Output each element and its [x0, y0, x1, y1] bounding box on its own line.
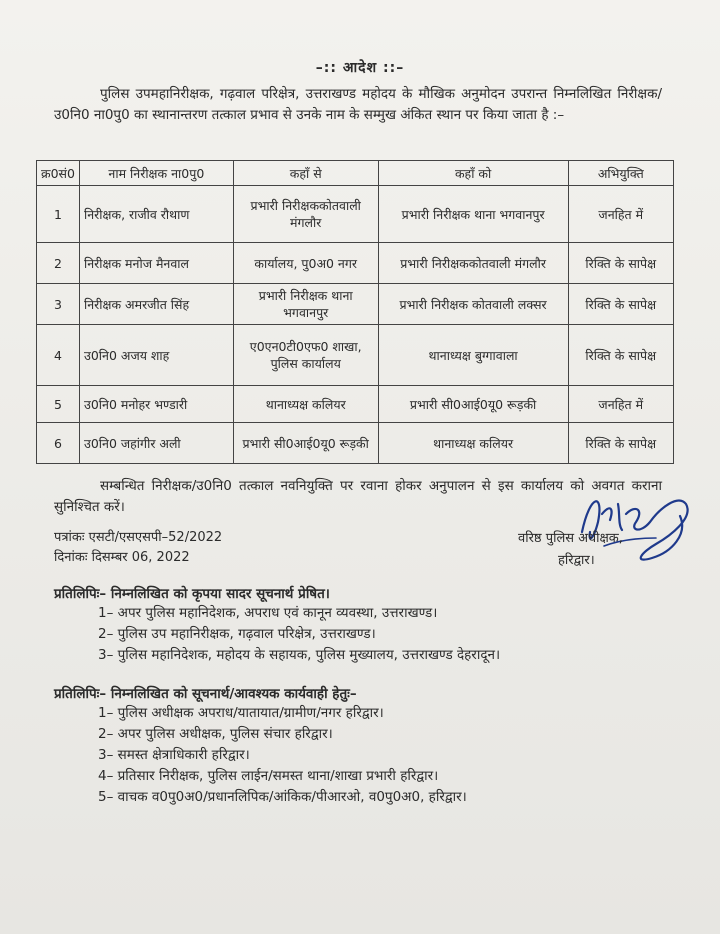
- cell-name: निरीक्षक अमरजीत सिंह: [79, 284, 233, 325]
- copy-list-1: [98, 603, 500, 666]
- table-row: [37, 186, 674, 243]
- table-row: [37, 325, 674, 386]
- cell-remark: रिक्ति के सापेक्ष: [568, 243, 673, 284]
- cell-from: प्रभारी सी0आई0यू0 रूड़की: [233, 423, 378, 464]
- reference-number: पत्रांकः एसटी/एसएसपी–52/2022: [54, 530, 223, 545]
- cell-from: थानाध्यक्ष कलियर: [233, 386, 378, 423]
- cell-remark: जनहित में: [568, 386, 673, 423]
- header-name: नाम निरीक्षक ना0पु0: [79, 161, 233, 186]
- cell-remark: रिक्ति के सापेक्ष: [568, 423, 673, 464]
- cell-serial: 3: [37, 284, 80, 325]
- cell-to: प्रभारी सी0आई0यू0 रूड़की: [378, 386, 568, 423]
- cell-to: थानाध्यक्ष बुग्गावाला: [378, 325, 568, 386]
- table-header-row: [37, 161, 674, 186]
- cell-remark: रिक्ति के सापेक्ष: [568, 284, 673, 325]
- cell-to: प्रभारी निरीक्षक थाना भगवानपुर: [378, 186, 568, 243]
- transfer-table: [36, 160, 674, 464]
- list-item: 1– पुलिस अधीक्षक अपराध/यातायात/ग्रामीण/नगर हरिद्वार।: [98, 705, 384, 721]
- header-to: कहाँ को: [378, 161, 568, 186]
- cell-name: उ0नि0 अजय शाह: [79, 325, 233, 386]
- reference-block: [54, 528, 222, 568]
- header-remark: अभियुक्ति: [568, 161, 673, 186]
- cell-name: निरीक्षक, राजीव रौथाण: [79, 186, 233, 243]
- table-row: [37, 423, 674, 464]
- cell-to: प्रभारी निरीक्षक कोतवाली लक्सर: [378, 284, 568, 325]
- list-item: 1– अपर पुलिस महानिदेशक, अपराध एवं कानून व्यवस्था, उत्तराखण्ड।: [98, 605, 438, 621]
- signatory-block: [518, 528, 623, 572]
- list-item: 3– समस्त क्षेत्राधिकारी हरिद्वार।: [98, 747, 250, 763]
- cell-name: उ0नि0 मनोहर भण्डारी: [79, 386, 233, 423]
- cell-remark: जनहित में: [568, 186, 673, 243]
- cell-from: प्रभारी निरीक्षककोतवाली मंगलौर: [233, 186, 378, 243]
- list-item: 2– अपर पुलिस अधीक्षक, पुलिस संचार हरिद्वार।: [98, 726, 333, 742]
- cell-from: कार्यालय, पु0अ0 नगर: [233, 243, 378, 284]
- header-from: कहाँ से: [233, 161, 378, 186]
- signatory-designation: वरिष्ठ पुलिस अधीक्षक,: [518, 531, 623, 546]
- cell-from: ए0एन0टी0एफ0 शाखा, पुलिस कार्यालय: [233, 325, 378, 386]
- cell-serial: 6: [37, 423, 80, 464]
- signatory-place: हरिद्वार।: [558, 553, 595, 568]
- cell-remark: रिक्ति के सापेक्ष: [568, 325, 673, 386]
- list-item: 3– पुलिस महानिदेशक, महोदय के सहायक, पुलिस मुख्यालय, उत्तराखण्ड देहरादून।: [98, 647, 501, 663]
- cell-name: उ0नि0 जहांगीर अली: [79, 423, 233, 464]
- copy-list-2: [98, 703, 467, 808]
- copy-heading-2: प्रतिलिपिः– निम्नलिखित को सूचनार्थ/आवश्यक कार्यवाही हेतुः–: [54, 686, 357, 702]
- list-item: 2– पुलिस उप महानिरीक्षक, गढ़वाल परिक्षेत्र, उत्तराखण्ड।: [98, 626, 376, 642]
- closing-paragraph: सम्बन्धित निरीक्षक/उ0नि0 तत्काल नवनियुक्ति पर रवाना होकर अनुपालन से इस कार्यालय को अवगत कराना सुनिश्चित करें।: [54, 478, 662, 515]
- cell-serial: 1: [37, 186, 80, 243]
- intro-paragraph: पुलिस उपमहानिरीक्षक, गढ़वाल परिक्षेत्र, उत्तराखण्ड महोदय के मौखिक अनुमोदन उपरान्त निम्नलिखित निरीक्षक/उ0नि0 ना0पु0 का स्थानान्तरण तत्काल प्रभाव से उनके नाम के सम्मुख अंकित स्थान पर किया जाता है :–: [54, 86, 662, 123]
- cell-serial: 2: [37, 243, 80, 284]
- table-row: [37, 243, 674, 284]
- reference-date: दिनांकः दिसम्बर 06, 2022: [54, 550, 190, 565]
- copy-heading-1: प्रतिलिपिः– निम्नलिखित को कृपया सादर सूचनार्थ प्रेषित।: [54, 586, 330, 602]
- table-row: [37, 284, 674, 325]
- cell-name: निरीक्षक मनोज मैनवाल: [79, 243, 233, 284]
- table-row: [37, 386, 674, 423]
- list-item: 5– वाचक व0पु0अ0/प्रधानलिपिक/आंकिक/पीआरओ, व0पु0अ0, हरिद्वार।: [98, 789, 467, 805]
- cell-serial: 4: [37, 325, 80, 386]
- cell-to: प्रभारी निरीक्षककोतवाली मंगलौर: [378, 243, 568, 284]
- cell-from: प्रभारी निरीक्षक थाना भगवानपुर: [233, 284, 378, 325]
- list-item: 4– प्रतिसार निरीक्षक, पुलिस लाईन/समस्त थाना/शाखा प्रभारी हरिद्वार।: [98, 768, 439, 784]
- order-title: –:: आदेश ::–: [315, 60, 405, 76]
- cell-to: थानाध्यक्ष कलियर: [378, 423, 568, 464]
- header-serial: क्र0सं0: [37, 161, 80, 186]
- cell-serial: 5: [37, 386, 80, 423]
